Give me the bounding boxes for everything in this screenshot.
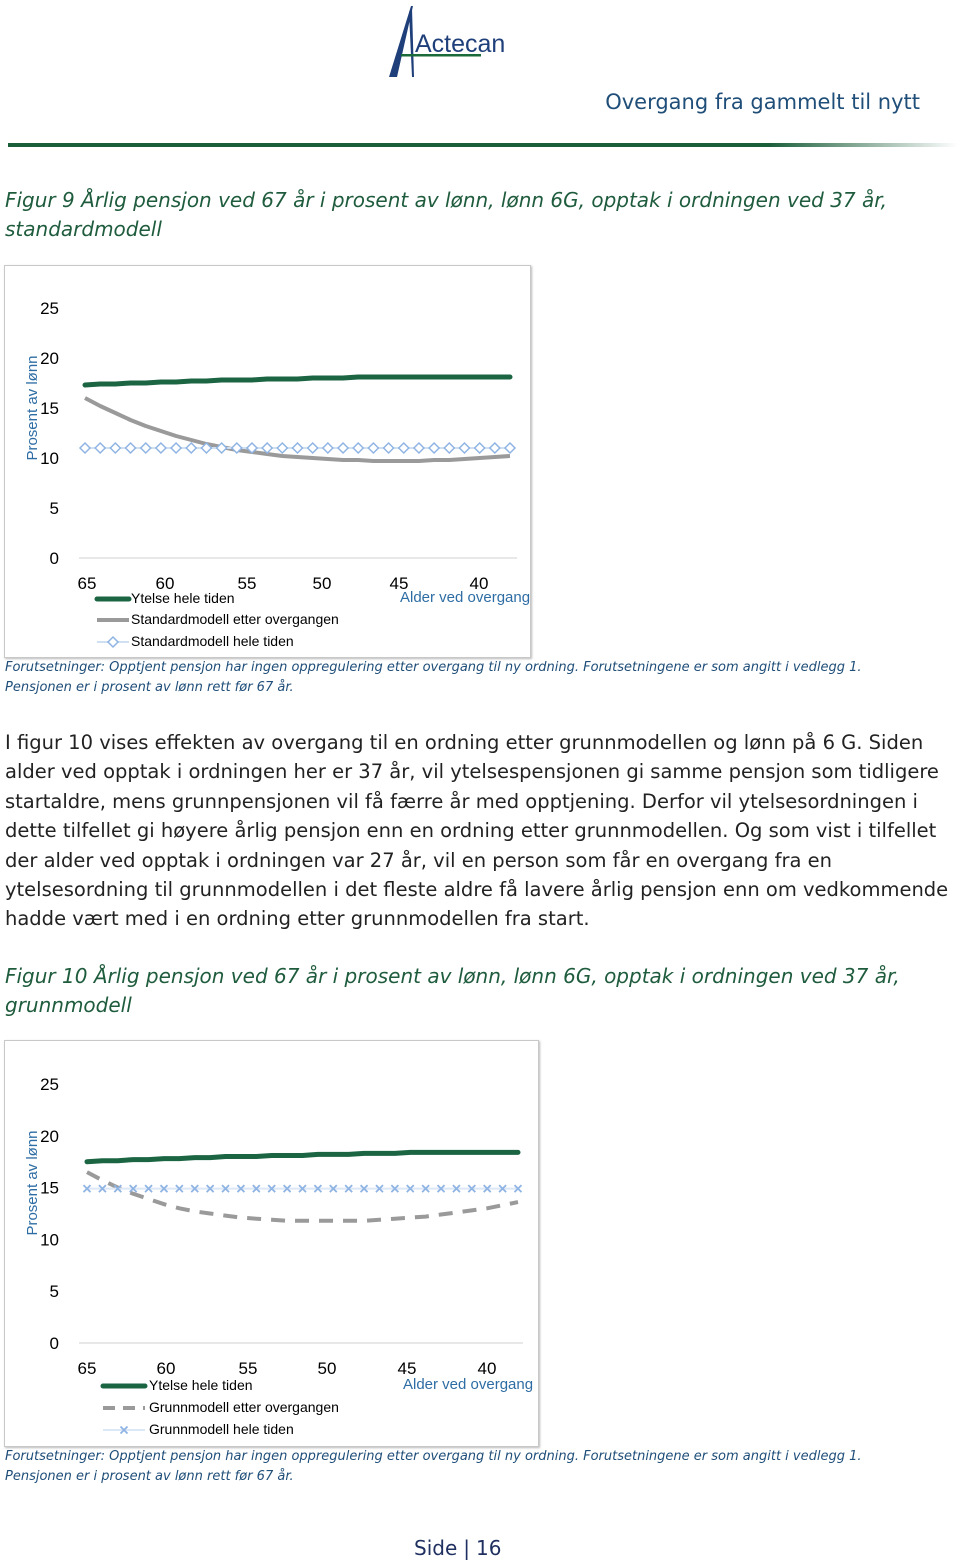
data-point-diamond — [368, 443, 378, 453]
series-line-etter-overgangen — [87, 1172, 518, 1221]
page-number — [414, 1536, 501, 1560]
x-tick-label: 65 — [77, 574, 97, 593]
page-number-value: 16 — [476, 1536, 502, 1560]
figure-9-footnote-line2: Pensjonen er i prosent av lønn rett før 67 år. — [5, 680, 294, 695]
figure-9-footnote-line1: Forutsetninger: Opptjent pensjon har ingen oppregulering etter overgang til ny ordning. Forutsetningene er som angitt i vedlegg 1. — [5, 660, 862, 675]
logo-graphic — [383, 2, 506, 80]
x-tick-label: 60 — [156, 1359, 176, 1378]
logo-text: Actecan — [415, 30, 506, 58]
legend-label: Grunnmodell hele tiden — [149, 1421, 294, 1437]
y-tick-label: 15 — [40, 399, 59, 418]
y-tick-label: 0 — [49, 549, 59, 568]
data-point-diamond — [308, 443, 318, 453]
data-point-diamond — [353, 443, 363, 453]
data-point-diamond — [399, 443, 409, 453]
actecan-logo — [383, 2, 506, 80]
figure-9-caption: Figur 9 Årlig pensjon ved 67 år i prosent av lønn, lønn 6G, opptak i ordningen ved 37 år, standardmodell — [5, 188, 888, 241]
y-axis-label: Prosent av lønn — [24, 355, 41, 461]
data-point-diamond — [444, 443, 454, 453]
x-tick-label: 40 — [469, 574, 489, 593]
page-separator: | — [463, 1536, 471, 1560]
legend-label: Standardmodell etter overgangen — [131, 611, 339, 627]
x-tick-label: 60 — [155, 574, 175, 593]
data-point-diamond — [95, 443, 105, 453]
figure-10-chart — [5, 1041, 538, 1446]
header-divider — [8, 143, 958, 147]
x-axis-label: Alder ved overgang — [400, 589, 531, 606]
y-tick-label: 5 — [49, 499, 59, 518]
data-point-diamond — [414, 443, 424, 453]
figure-10-footnote-line1: Forutsetninger: Opptjent pensjon har ingen oppregulering etter overgang til ny ordning. Forutsetningene er som angitt i vedlegg 1. — [5, 1449, 862, 1464]
body-paragraph: I figur 10 vises effekten av overgang til en ordning etter grunnmodellen og lønn på 6 G. Siden alder ved opptak i ordningen her er 37 år, vil ytelsespensjonen gi samme pensjon som tidligere startaldre, mens grunnpensjonen vil få færre år med opptjening. Derfor vil ytelsesordningen i dette tilfellet gi høyere årlig pensjon enn en ordning etter grunnmodellen. Og som vist i tilfellet der alder ved opptak i ordningen var 27 år, vil en person som får en overgang fra en ytelsesordning til grunnmodellen i det fleste aldre få lavere årlig pensjon enn om vedkommende hadde vært med i en ordning etter grunnmodellen fra start. — [5, 731, 949, 931]
y-tick-label: 10 — [40, 1230, 59, 1250]
data-point-diamond — [429, 443, 439, 453]
data-point-diamond — [505, 443, 515, 453]
data-point-diamond — [323, 443, 333, 453]
series-line-ytelse — [85, 377, 510, 385]
figure-10-footnote-line2: Pensjonen er i prosent av lønn rett før 67 år. — [5, 1469, 294, 1484]
figure-9-chart — [5, 266, 530, 657]
legend-label: Grunnmodell etter overgangen — [149, 1399, 339, 1415]
data-point-diamond — [186, 443, 196, 453]
data-point-diamond — [262, 443, 272, 453]
legend-label: Ytelse hele tiden — [149, 1377, 253, 1393]
x-tick-label: 50 — [312, 574, 332, 593]
data-point-diamond — [156, 443, 166, 453]
legend-label: Standardmodell hele tiden — [131, 633, 294, 649]
series-line-ytelse — [87, 1152, 518, 1161]
document-header-title: Overgang fra gammelt til nytt — [605, 90, 920, 114]
data-point-diamond — [171, 443, 181, 453]
x-tick-label: 65 — [77, 1359, 97, 1378]
y-axis-label: Prosent av lønn — [24, 1130, 41, 1236]
y-tick-label: 0 — [49, 1334, 59, 1353]
legend-label: Ytelse hele tiden — [131, 590, 235, 606]
y-tick-label: 25 — [40, 1075, 59, 1094]
figure-10-chart-frame — [4, 1040, 539, 1447]
data-point-diamond — [110, 443, 120, 453]
x-tick-label: 40 — [477, 1359, 497, 1378]
x-tick-label: 50 — [317, 1359, 337, 1378]
data-point-diamond — [293, 443, 303, 453]
y-tick-label: 20 — [40, 1126, 59, 1146]
y-tick-label: 25 — [40, 299, 59, 318]
x-tick-label: 45 — [397, 1359, 417, 1378]
data-point-diamond — [490, 443, 500, 453]
data-point-diamond — [475, 443, 485, 453]
legend-marker-diamond — [108, 637, 118, 647]
data-point-diamond — [126, 443, 136, 453]
data-point-diamond — [80, 443, 90, 453]
y-tick-label: 10 — [40, 449, 59, 468]
x-tick-label: 55 — [238, 1359, 258, 1378]
y-tick-label: 20 — [40, 349, 59, 368]
data-point-diamond — [141, 443, 151, 453]
y-tick-label: 5 — [49, 1282, 59, 1302]
figure-10-caption: Figur 10 Årlig pensjon ved 67 år i prosent av lønn, lønn 6G, opptak i ordningen ved 37 år, grunnmodell — [5, 964, 900, 1017]
y-tick-label: 15 — [40, 1178, 59, 1198]
data-point-diamond — [338, 443, 348, 453]
x-axis-label: Alder ved overgang — [403, 1376, 534, 1393]
figure-9-chart-frame — [4, 265, 531, 658]
data-point-diamond — [277, 443, 287, 453]
x-tick-label: 55 — [237, 574, 257, 593]
page-label: Side — [414, 1536, 458, 1560]
data-point-diamond — [459, 443, 469, 453]
x-tick-label: 45 — [389, 574, 409, 593]
data-point-diamond — [384, 443, 394, 453]
